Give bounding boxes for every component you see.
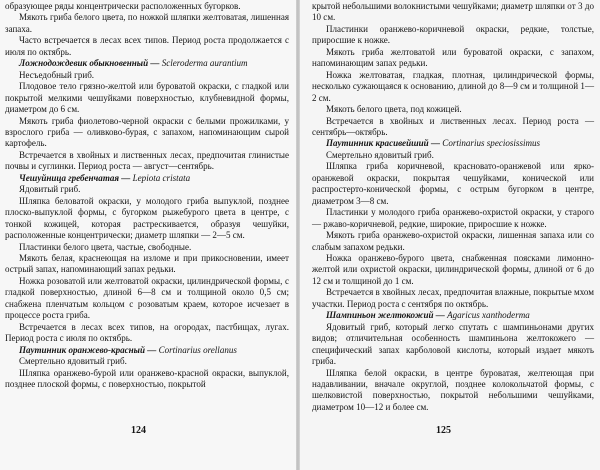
body-paragraph: Смертельно ядовитый гриб. xyxy=(19,356,127,367)
body-paragraph: Ядовитый гриб, который легко спутать с шампиньонами других видов; отличительная особенность шампиньона желтокожего — специфический запах карболовой кислоты, который издает мякоть гриба. xyxy=(312,321,594,367)
body-paragraph: Пластинки оранжево-коричневой окраски, редкие, толстые, приросшие к ножке. xyxy=(312,23,594,46)
body-paragraph: Часто встречается в лесах всех типов. Период роста продолжается с июля по октябрь. xyxy=(5,35,289,57)
body-paragraph: Ядовитый гриб. xyxy=(19,184,81,195)
species-heading xyxy=(5,345,289,356)
species-heading xyxy=(5,173,289,184)
body-paragraph: Шляпка белой окраски, в центре буроватая, желтеющая при надавливании, вначале округлой, позднее колокольчатой формы, с шелковистой поверхностью, покрытой небольшими чешуйками, диаметром 10—12 и более см. xyxy=(312,367,594,412)
species-latin-name: Agaricus xanthoderma xyxy=(447,310,530,321)
species-latin-name: Scleroderma aurantium xyxy=(161,58,248,69)
species-heading xyxy=(312,310,594,321)
body-paragraph: Мякоть белого цвета, под кожицей. xyxy=(326,104,462,115)
species-common-name: Паутинник красивейший — xyxy=(326,138,441,149)
species-common-name: Шампиньон желтокожий — xyxy=(326,310,445,321)
body-paragraph: Пластинки у молодого гриба оранжево-охристой окраски, у старого — ржаво-коричневой, редкие, широкие, приросшие к ножке. xyxy=(312,207,594,229)
body-paragraph: Мякоть гриба оранжево-охристой окраски, лишенная запаха или со слабым запахом редьки. xyxy=(312,230,594,252)
species-latin-name: Cortinarius orellanus xyxy=(158,344,237,355)
body-paragraph: Плодовое тело грязно-желтой или буроватой окраски, с гладкой или покрытой мелкими чешуйками поверхностью, клубневидной формы, диаметром до 6 см. xyxy=(5,81,289,115)
left-page xyxy=(0,0,296,470)
body-paragraph: Ножка розоватой или желтоватой окраски, цилиндрической формы, с гладкой поверхностью, длиной 6—8 см и толщиной около 0,5 см; снабжена пленчатым кольцом с розоватым краем, которое исчезает в процессе роста гриба. xyxy=(5,275,289,321)
body-paragraph: Мякоть белая, краснеющая на изломе и при прикосновении, имеет острый запах, напоминающий запах редьки. xyxy=(5,252,289,275)
body-paragraph: Встречается в хвойных и лиственных лесах, предпочитая глинистые почвы и суглинки. Период роста — август—сентябрь. xyxy=(5,149,289,172)
right-page-number: 125 xyxy=(436,425,451,436)
body-paragraph: Шляпка беловатой окраски, у молодого гриба выпуклой, позднее плоско-выпуклой формы, с бугорком рыжебурого цвета в центре, с тонкой кожицей, которая растрескивается, образуя чешуйки, расположенные концентрически; диаметр шляпки — 2—5 см. xyxy=(5,195,289,241)
body-paragraph: Ножка желтоватая, гладкая, плотная, цилиндрической формы, несколько сужающаяся к основанию, длиной до 8—9 см и толщиной 1—2 см. xyxy=(312,69,594,103)
body-paragraph: Мякоть гриба желтоватой или буроватой окраски, с запахом, напоминающим запах редьки. xyxy=(312,46,594,69)
body-paragraph: Смертельно ядовитый гриб. xyxy=(326,149,434,160)
continued-paragraph: образующее ряды концентрически расположенных бугорков. xyxy=(5,1,241,11)
species-heading xyxy=(5,58,289,69)
species-common-name: Ложнодождевик обыкновенный — xyxy=(19,58,160,69)
body-paragraph: Мякоть гриба фиолетово-черной окраски с белыми прожилками, у взрослого гриба — оливково-бурая, с запахом, напоминающим сырой картофель. xyxy=(5,115,289,149)
body-paragraph: Встречается в хвойных и лиственных лесах. Период роста — сентябрь—октябрь. xyxy=(312,115,594,137)
right-page-text xyxy=(312,1,594,413)
body-paragraph: Несъедобный гриб. xyxy=(19,69,95,80)
body-paragraph: Шляпка оранжево-бурой или оранжево-красной окраски, выпуклой, позднее плоской формы, с поверхностью, покрытой xyxy=(5,367,289,389)
species-common-name: Чешуйница гребенчатая — xyxy=(19,172,131,183)
species-latin-name: Cortinarius speciosissimus xyxy=(442,138,541,149)
body-paragraph: Пластинки белого цвета, частые, свободные. xyxy=(19,241,192,252)
right-page xyxy=(300,0,600,470)
body-paragraph: Встречается в лесах всех типов, на огородах, пастбищах, лугах. Период роста с июля по октябрь. xyxy=(5,321,289,344)
species-heading xyxy=(312,138,594,149)
body-paragraph: Встречается в хвойных лесах, предпочитая влажные, покрытые мхом участки. Период роста с сентября по октябрь. xyxy=(312,287,594,309)
left-page-number: 124 xyxy=(131,425,146,436)
continued-paragraph: крытой небольшими волокнистыми чешуйками; диаметр шляпки от 3 до 10 см. xyxy=(312,1,594,23)
species-common-name: Паутинник оранжево-красный — xyxy=(19,344,157,355)
species-latin-name: Lepiota cristata xyxy=(132,172,191,183)
body-paragraph: Шляпка гриба коричневой, красновато-оранжевой или ярко-оранжевой окраски, покрытая чешуйками, конической или распростерто-конической формы, с острым бугорком в центре, диаметром 3—8 см. xyxy=(312,161,594,206)
left-page-text xyxy=(5,1,289,390)
body-paragraph: Ножка оранжево-бурого цвета, снабженная поясками лимонно-желтой или охристой окраски, цилиндрической формы, длиной от 6 до 12 см и толщиной до 1 см. xyxy=(312,252,594,286)
body-paragraph: Мякоть гриба белого цвета, по ножкой шляпки желтоватая, лишенная запаха. xyxy=(5,12,289,34)
